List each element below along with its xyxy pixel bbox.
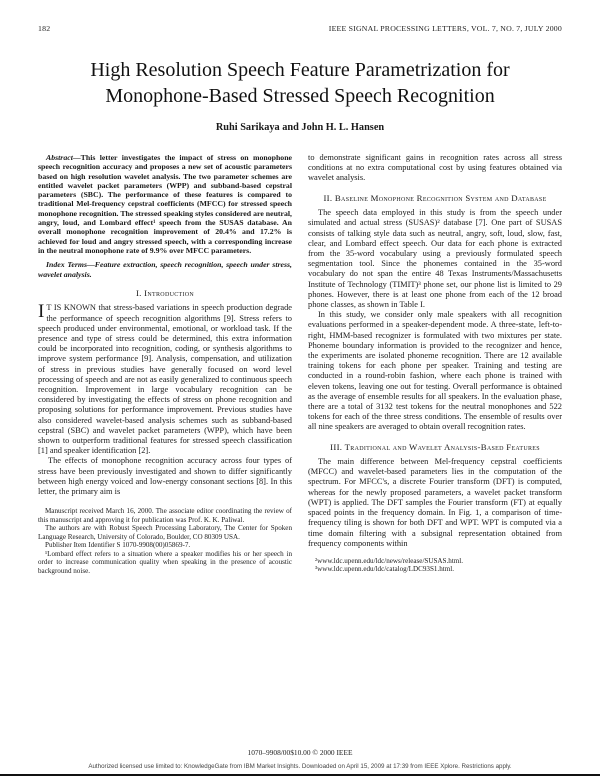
right-column bbox=[308, 153, 562, 575]
footnote-author-affiliation: The authors are with Robust Speech Processing Laboratory, The Center for Spoken Language Research, University of Colorado, Boulder, CO 80309 USA. bbox=[38, 524, 292, 541]
journal-name: IEEE SIGNAL PROCESSING LETTERS, VOL. 7, NO. 7, JULY 2000 bbox=[328, 24, 562, 33]
left-column bbox=[38, 153, 292, 575]
two-column-body bbox=[38, 153, 562, 575]
page-content bbox=[38, 0, 562, 575]
footnote-timit-url: ³www.ldc.upenn.edu/ldc/catalog/LDC93S1.html. bbox=[315, 565, 454, 574]
authors-line: Ruhi Sarikaya and John H. L. Hansen bbox=[215, 122, 385, 133]
intro-paragraph-2: The effects of monophone recognition accuracy across four types of stress have been previously investigated and shown to differ significantly between high energy voiced and low-energy consonant sections [8]. In this letter, the primary aim is bbox=[38, 456, 292, 497]
section-heading-features: III. Traditional and Wavelet Analysis-Based Features bbox=[330, 441, 540, 452]
section-heading-introduction: I. Introduction bbox=[135, 287, 195, 298]
abstract-paragraph bbox=[38, 153, 292, 255]
continuation-paragraph: to demonstrate significant gains in recognition rates across all stress conditions at no extra computational cost by using features obtained via wavelet analysis. bbox=[308, 153, 562, 183]
abstract-text: This letter investigates the impact of stress on monophone speech recognition accuracy and proposes a new set of acoustic parameters based on high resolution wavelet analysis. The two parameter schemes are entitled wavelet packet parameters (WPP) and subband-based cepstral parameters (SBC). The performance of these features is compared to traditional Mel-frequency cepstral coefficients (MFCC) for stressed speech monophone recognition. The stressed speaking styles considered are neutral, angry, loud, and Lombard effect¹ speech from the SUSAS database. An overall monophone recognition improvement of 20.4% and 17.2% is achieved for loud and angry stressed speech, with a corresponding increase in the neutral monophone rate of 9.9% over MFCC parameters. bbox=[38, 153, 292, 255]
intro-paragraph-1 bbox=[38, 303, 292, 456]
abstract-label: Abstract— bbox=[46, 153, 81, 162]
right-column-footnotes bbox=[308, 557, 562, 574]
footnote-publisher-item-identifier: Publisher Item Identifier S 1070-9908(00)05869-7. bbox=[45, 541, 191, 550]
left-column-footnotes bbox=[38, 507, 292, 575]
dropcap-initial: I bbox=[38, 301, 45, 323]
index-terms-text: Feature extraction, speech recognition, speech under stress, wavelet analysis. bbox=[38, 260, 292, 279]
intro-lead-caps: T IS KNOWN bbox=[46, 303, 96, 313]
index-terms-paragraph bbox=[38, 260, 292, 279]
section-heading-baseline-system: II. Baseline Monophone Recognition System and Database bbox=[323, 192, 547, 203]
running-head bbox=[38, 24, 562, 33]
license-notice: Authorized licensed use limited to: KnowledgeGate from IBM Market Insights. Downloaded on April 15, 2009 at 17:39 from IEEE Xplore. Restrictions apply. bbox=[88, 763, 512, 770]
title-line-2: Monophone-Based Stressed Speech Recognition bbox=[105, 85, 495, 107]
intro-paragraph-1-text: that stress-based variations in speech production degrade the performance of speech recognition algorithms [9]. Stress refers to speech produced under environmental, emotional, or workload task. If the presence and type of stress could be determined, this extra information could be incorporated into recognition, coding, or synthesis algorithms to improve system performance [9]. Analysis, compensation, and utilization of stress in previous studies have generally focused on word level processing of speech and are not as easily generalized to continuous speech recognition. Improvement in large vocabulary recognition can be considered by investigating the effects of stress on phone recognition and proposing solutions for performance improvement. Previous studies have also considered wavelet-based analysis schemes such as subband-based cepstral (SBC) and wavelet packet parameters (WPP), which have been shown to outperform traditional features for stressed speech classification [1] and speaker identification [2]. bbox=[38, 303, 292, 456]
index-terms-label: Index Terms— bbox=[46, 260, 95, 270]
baseline-paragraph-2: In this study, we consider only male speakers with all recognition evaluations performed in a speaker-dependent mode. A three-state, left-to-right, HMM-based recognizer is formulated with two mixtures per state. Phoneme boundary information is provided to the recognizer and hence, the experiments are isolated phoneme recognition. There are 12 available training tokens for each phone per speaker. Training and testing are conducted in a round-robin fashion, where each phone is trained with eleven tokens, leaving one out for testing. Overall performance is obtained as the average of ensemble results for all speakers. In the evaluation phase, there are a total of 3132 test tokens for the neutral monophones and 522 tokens for each of the three stress conditions. The ensemble of results over all nine speakers are averaged to obtain overall recognition rates. bbox=[308, 310, 562, 432]
footnote-susas-url: ²www.ldc.upenn.edu/ldc/news/release/SUSAS.html. bbox=[315, 556, 464, 565]
paper-title bbox=[38, 57, 562, 109]
footnote-lombard-effect: ¹Lombard effect refers to a situation where a speaker modifies his or her speech in order to increase communication quality when speaking in the presence of acoustic background noise. bbox=[38, 549, 292, 575]
footnote-manuscript-received: Manuscript received March 16, 2000. The associate editor coordinating the review of this manuscript and approving it for publication was Prof. K. K. Paliwal. bbox=[38, 507, 292, 524]
page-number: 182 bbox=[38, 24, 51, 33]
features-paragraph-1: The main difference between Mel-frequency cepstral coefficients (MFCC) and wavelet-based parameters lies in the computation of the spectrum. For MFCC's, a discrete Fourier transform (DFT) is computed, whereas for the newly proposed parameters, a wavelet packet transform (WPT) is applied. The DFT samples the Fourier transform (FT) at equally spaced points in the frequency domain. In Fig. 1, a comparison of time-frequency tiling is shown for both DFT and WPT. WPT is computed via a time domain filtering with a subsignal representation obtained from frequency components within bbox=[308, 457, 562, 548]
issn-copyright-line: 1070–9908/00$10.00 © 2000 IEEE bbox=[247, 748, 353, 757]
baseline-paragraph-1: The speech data employed in this study is from the speech under simulated and actual stress (SUSAS)² database [7]. One part of SUSAS consists of talking style data such as neutral, angry, soft, loud, slow, fast, clear, and Lombard effect speech. Our data for each phone is extracted from the 35-word vocabulary using a previously formulated speech segmentation tool. Since the phonemes contained in the 35-word vocabulary do not span the entire 48 Texas Instruments/Massachusetts Institute of Technology (TIMIT)³ phone set, our phone list is limited to 29 phones. However, there is at least one phone from each of the 12 broad phone classes, as shown in Table I. bbox=[308, 208, 562, 309]
title-line-1: High Resolution Speech Feature Parametrization for bbox=[90, 59, 510, 81]
